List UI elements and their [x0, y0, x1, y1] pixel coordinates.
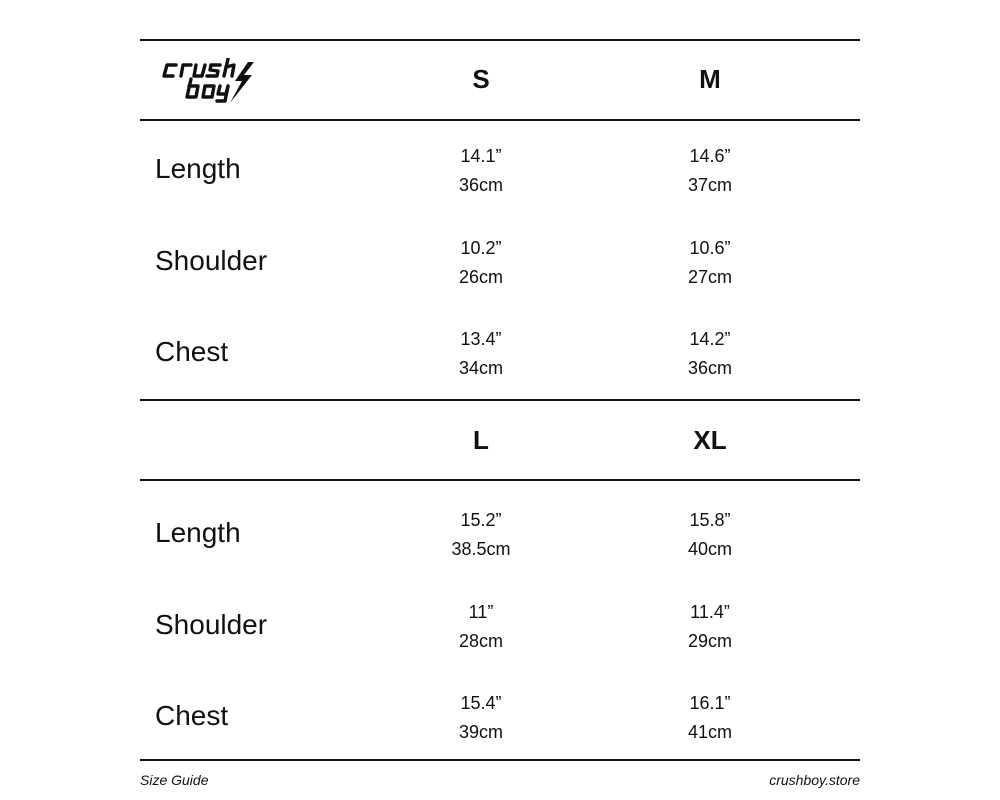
row-label-chest: Chest — [155, 336, 229, 367]
inch-value: 10.2” — [460, 238, 502, 258]
inch-value: 13.4” — [460, 329, 502, 349]
row-label-shoulder: Shoulder — [155, 245, 268, 276]
row-label-chest: Chest — [155, 700, 229, 731]
cm-value: 36cm — [687, 358, 732, 378]
measurement-cell — [411, 234, 551, 292]
crushboy-wordmark-icon — [162, 58, 258, 104]
size-guide-caption: Size Guide — [140, 772, 209, 788]
measurement-cell — [640, 506, 780, 564]
cm-value: 41cm — [687, 722, 732, 742]
cm-value: 28cm — [458, 631, 503, 651]
section-divider — [140, 399, 860, 401]
top-divider — [140, 39, 860, 41]
cm-value: 38.5cm — [451, 539, 511, 559]
inch-value: 11” — [468, 602, 494, 622]
inch-value: 16.1” — [689, 693, 731, 713]
cm-value: 29cm — [687, 631, 732, 651]
cm-value: 26cm — [458, 267, 503, 287]
measurement-cell — [640, 325, 780, 383]
header-divider-1 — [140, 119, 860, 121]
inch-value: 15.4” — [460, 693, 502, 713]
measurement-cell — [640, 689, 780, 747]
row-label-shoulder: Shoulder — [155, 609, 268, 640]
size-header-xl: XL — [693, 425, 727, 455]
size-header-m: M — [699, 64, 721, 94]
measurement-cell — [640, 142, 780, 200]
measurement-cell — [411, 689, 551, 747]
row-label-length: Length — [155, 517, 241, 548]
measurement-cell — [640, 598, 780, 656]
inch-value: 10.6” — [689, 238, 731, 258]
row-label-length: Length — [155, 153, 241, 184]
header-divider-2 — [140, 479, 860, 481]
cm-value: 27cm — [687, 267, 732, 287]
cm-value: 39cm — [458, 722, 503, 742]
inch-value: 15.8” — [689, 510, 731, 530]
measurement-cell — [640, 234, 780, 292]
cm-value: 40cm — [687, 539, 732, 559]
size-header-l: L — [473, 425, 489, 455]
inch-value: 14.2” — [689, 329, 731, 349]
crushboy-logo — [162, 58, 258, 104]
inch-value: 11.4” — [690, 602, 730, 622]
measurement-cell — [411, 325, 551, 383]
cm-value: 34cm — [458, 358, 503, 378]
cm-value: 37cm — [687, 175, 732, 195]
inch-value: 15.2” — [460, 510, 502, 530]
bottom-divider — [140, 759, 860, 761]
inch-value: 14.1” — [460, 146, 502, 166]
inch-value: 14.6” — [689, 146, 731, 166]
cm-value: 36cm — [458, 175, 503, 195]
measurement-cell — [411, 142, 551, 200]
measurement-cell — [411, 506, 551, 564]
size-header-s: S — [472, 64, 490, 94]
measurement-cell — [411, 598, 551, 656]
store-url: crushboy.store — [769, 772, 860, 788]
